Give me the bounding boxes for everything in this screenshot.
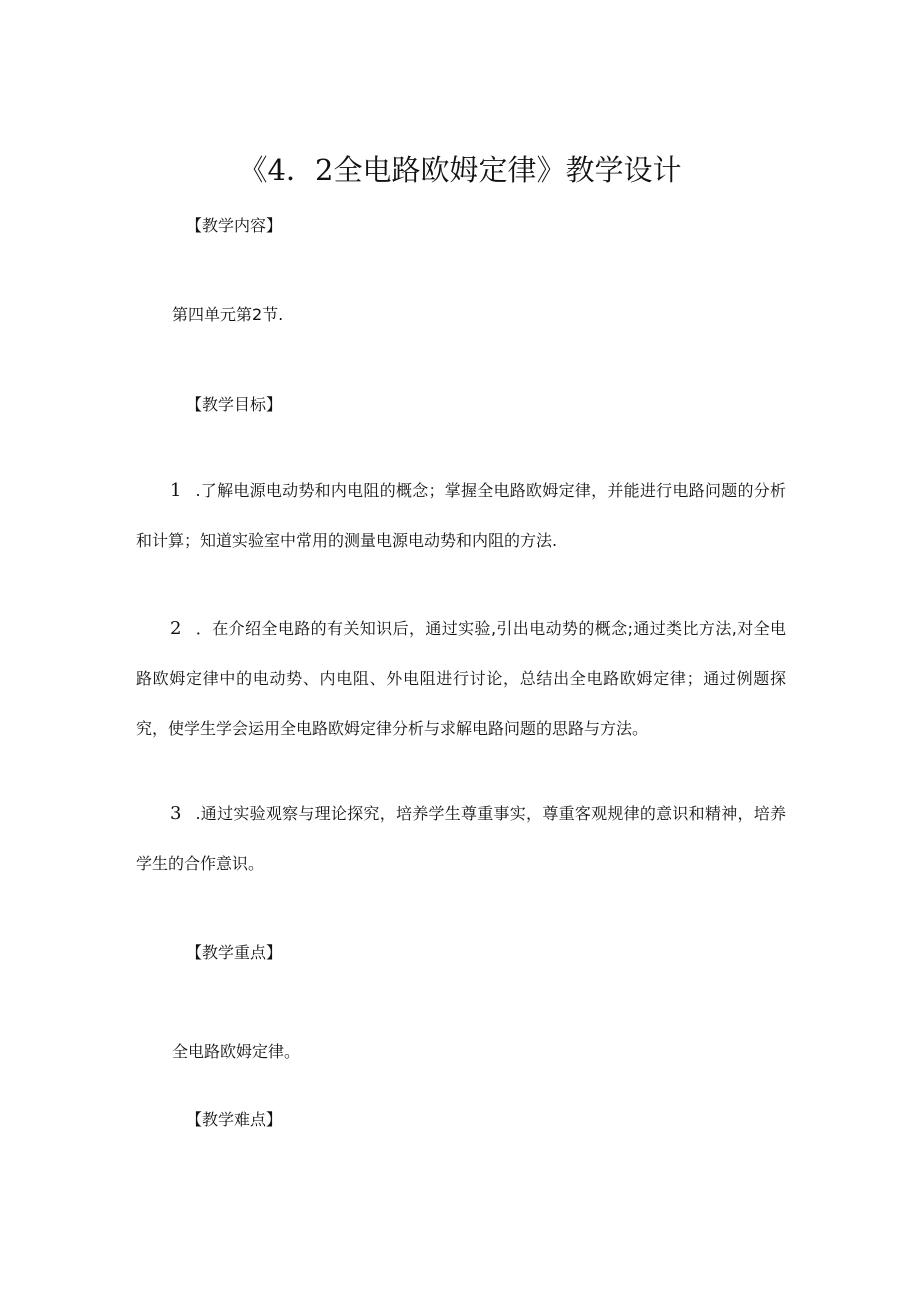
goal-2-text: ．在介绍全电路的有关知识后，通过实验,引出电动势的概念;通过类比方法,对全电路欧姆定律中的电动势、内电阻、外电阻进行讨论，总结出全电路欧姆定律；通过例题探究，使学生学会运用全电路欧姆定律分析与求解电路问题的思路与方法。	[136, 619, 786, 738]
heading-teaching-goals: 【教学目标】	[186, 395, 283, 414]
goal-item-1	[136, 466, 786, 566]
heading-difficulties: 【教学难点】	[186, 1110, 283, 1129]
goal-1-text: .了解电源电动势和内电阻的概念；掌握全电路欧姆定律，并能进行电路问题的分析和计算；知道实验室中常用的测量电源电动势和内阻的方法.	[136, 481, 786, 550]
heading-key-points: 【教学重点】	[186, 943, 283, 962]
key-points-text: 全电路欧姆定律。	[172, 1042, 301, 1061]
goal-1-number: 1	[170, 480, 182, 501]
goal-item-3	[136, 789, 786, 889]
goal-3-text: .通过实验观察与理论探究，培养学生尊重事实，尊重客观规律的意识和精神，培养学生的合作意识。	[136, 804, 786, 873]
teaching-content-text: 第四单元第2节.	[172, 305, 284, 324]
goal-2-number: 2	[170, 618, 182, 639]
goal-item-2	[136, 604, 786, 754]
title-prefix: 《4．2	[238, 153, 334, 187]
heading-teaching-content: 【教学内容】	[186, 216, 283, 235]
goal-3-number: 3	[170, 803, 182, 824]
title-text: 全电路欧姆定律》教学设计	[333, 153, 682, 187]
document-title	[0, 150, 920, 190]
